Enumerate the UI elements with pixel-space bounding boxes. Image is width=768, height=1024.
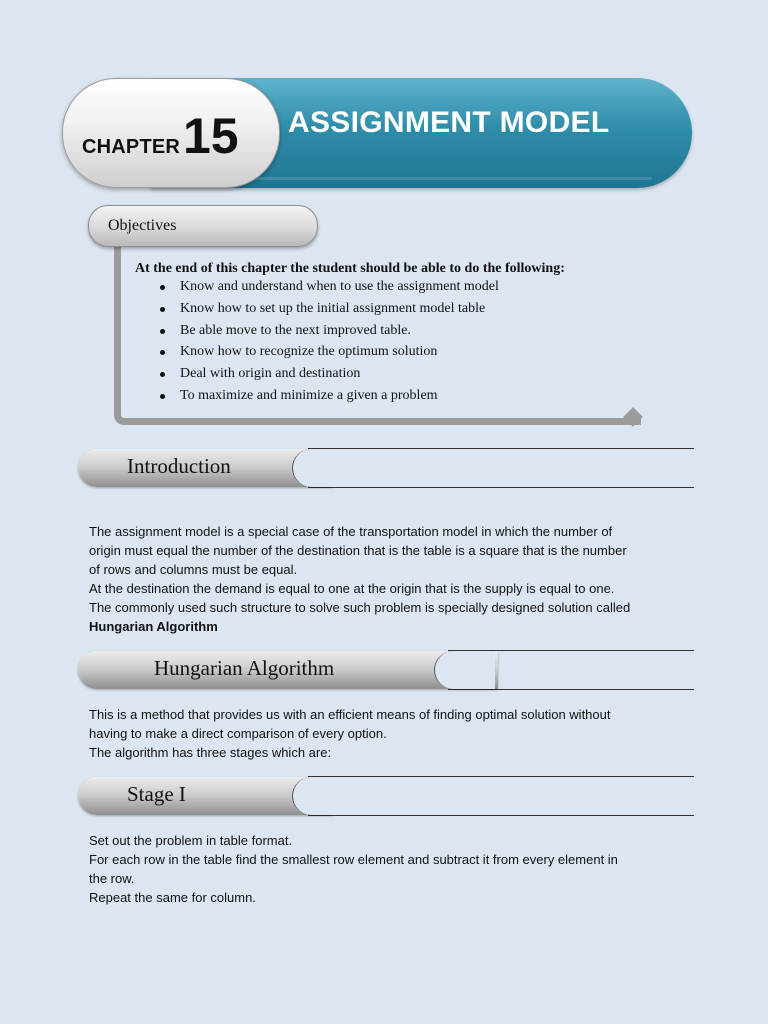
stage-1-text bbox=[89, 831, 689, 907]
section-title: Hungarian Algorithm bbox=[154, 656, 335, 680]
section-header-hungarian-algorithm bbox=[78, 650, 694, 690]
section-header-introduction bbox=[78, 448, 694, 488]
text-line: At the destination the demand is equal to one at the origin that is the supply is equal to one. bbox=[89, 581, 615, 596]
objectives-list bbox=[158, 276, 499, 407]
text-line: This is a method that provides us with an efficient means of finding optimal solution without bbox=[89, 707, 611, 722]
text-line: The algorithm has three stages which are: bbox=[89, 745, 332, 760]
text-line: The commonly used such structure to solve such problem is specially designed solution called bbox=[89, 600, 631, 615]
chapter-badge bbox=[62, 78, 280, 188]
objective-item: Know how to recognize the optimum solution bbox=[158, 341, 499, 363]
objectives-heading: At the end of this chapter the student should be able to do the following: bbox=[135, 261, 565, 276]
section-header-stage-1 bbox=[78, 776, 694, 816]
text-line: For each row in the table find the smallest row element and subtract it from every element in bbox=[89, 852, 618, 867]
hungarian-text bbox=[89, 705, 689, 762]
chapter-label: CHAPTER bbox=[82, 136, 181, 158]
text-line: having to make a direct comparison of every option. bbox=[89, 726, 387, 741]
objectives-label: Objectives bbox=[108, 217, 177, 234]
text-line: origin must equal the number of the destination that is the table is a square that is the number bbox=[89, 543, 627, 558]
objective-item: Be able move to the next improved table. bbox=[158, 320, 499, 342]
text-line: Repeat the same for column. bbox=[89, 890, 256, 905]
text-line: of rows and columns must be equal. bbox=[89, 562, 298, 577]
introduction-text bbox=[89, 522, 689, 636]
section-title: Introduction bbox=[127, 454, 231, 478]
text-line: Set out the problem in table format. bbox=[89, 833, 293, 848]
objective-item: Know how to set up the initial assignment model table bbox=[158, 298, 499, 320]
chapter-title: ASSIGNMENT MODEL bbox=[288, 106, 610, 139]
objective-item: To maximize and minimize a given a problem bbox=[158, 385, 499, 407]
text-line: the row. bbox=[89, 871, 135, 886]
text-line: The assignment model is a special case of the transportation model in which the number of bbox=[89, 524, 613, 539]
section-title: Stage I bbox=[127, 782, 186, 806]
hungarian-algorithm-term: Hungarian Algorithm bbox=[89, 619, 218, 634]
objective-item: Know and understand when to use the assignment model bbox=[158, 276, 499, 298]
chapter-number: 15 bbox=[183, 108, 239, 164]
objective-item: Deal with origin and destination bbox=[158, 363, 499, 385]
